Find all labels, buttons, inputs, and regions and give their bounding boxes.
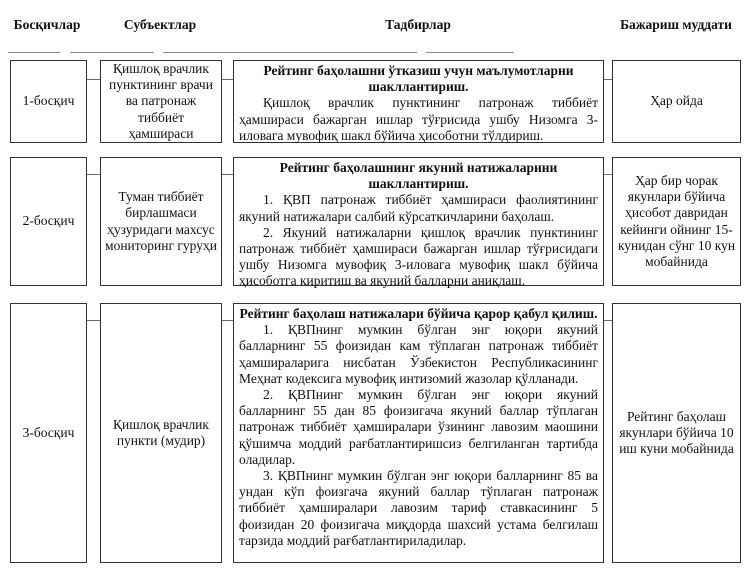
connector-line [603, 79, 612, 80]
measures-item: 2. ҚВПнинг мумкин бўлган энг юқори якуний балларнинг 55 дан 85 фоизигача якуний баллар тўплаган патронаж тиббиёт ҳамширалари ўзининг лавозим маошини қўшимча моддий рағбатлантиришсиз белгиланган тартибда оладилар. [239, 387, 598, 467]
connector-line [86, 320, 100, 321]
measures-2-box [233, 157, 604, 289]
subject-3-box [100, 303, 222, 563]
stage-2-box [10, 157, 87, 286]
measures-title: Рейтинг баҳолаш натижалари бўйича қарор қабул қилиш. [239, 306, 598, 321]
stage-1-box [10, 60, 87, 143]
subject-label: Туман тиббиёт бирлашмаси ҳузуридаги махсус мониторинг гуруҳи [105, 189, 217, 253]
measures-item: Қишлоқ врачлик пунктининг патронаж тиббиёт ҳамшираси бажарган ишлар тўғрисида ушбу Низомга 3-иловага мувофиқ шакл бўйича ҳисоботни тўлдириш. [239, 95, 598, 143]
measures-item: 3. ҚВПнинг мумкин бўлган энг юқори балларнинг 85 ва ундан кўп фоизгача якуний баллар тўплаган патронаж тиббиёт ҳамширалари лавозим тариф ставкасининг 5 фоизидан 20 фоизигача миқдорда шахсий устама белгилаш тарзида моддий рағбатлантириладилар. [239, 468, 598, 548]
header-divider [70, 52, 154, 53]
header-measures: Тадбирлар [385, 17, 451, 32]
stage-3-box [10, 303, 87, 563]
measures-item: 1. ҚВПнинг мумкин бўлган энг юқори якуний балларнинг 55 фоизидан кам тўплаган патронаж тиббиёт ҳамшираларига нисбатан Ўзбекистон Республикасининг Меҳнат кодексига мувофиқ интизомий жазолар қўлланади. [239, 322, 598, 386]
subject-1-box [100, 60, 222, 143]
header-divider [163, 52, 417, 53]
subject-2-box [100, 157, 222, 286]
connector-line [86, 174, 100, 175]
stage-label: 1-босқич [22, 93, 75, 109]
measures-item: 1. ҚВП патронаж тиббиёт ҳамшираси фаолиятининг якуний натижалари салбий кўрсаткичларини баҳолаш. [239, 192, 598, 224]
subject-label: Қишлоқ врачлик пункти (мудир) [113, 416, 209, 448]
deadline-3-box [612, 303, 741, 563]
deadline-1-box [612, 60, 741, 143]
connector-line [603, 320, 612, 321]
measures-3-box [233, 303, 604, 563]
header-divider [426, 52, 514, 53]
connector-line [221, 79, 233, 80]
connector-line [221, 174, 233, 175]
stage-label: 3-босқич [22, 424, 75, 440]
header-stages: Босқичлар [13, 17, 81, 32]
stage-label: 2-босқич [22, 213, 75, 229]
measures-item: 2. Якуний натижаларни қишлоқ врачлик пунктининг патронаж тиббиёт ҳамшираси бажарган ишлар тўғрисидаги ушбу Низомга мувофиқ 3-иловага мувофиқ шакл бўйича ҳисоботга киритиш ва якуний балларни аниқлаш. [239, 224, 598, 289]
header-deadline: Бажариш муддати [620, 17, 732, 32]
connector-line [86, 79, 100, 80]
deadline-label: Рейтинг баҳолаш якунлари бўйича 10 иш куни мобайнида [619, 408, 734, 457]
deadline-2-box [612, 157, 741, 286]
header-divider [8, 52, 60, 53]
deadline-label: Ҳар бир чорак якунлари бўйича ҳисобот давридан кейинги ойнинг 15-кунидан сўнг 10 кун мобайнида [617, 172, 736, 269]
connector-line [221, 320, 233, 321]
measures-title: Рейтинг баҳолашни ўтказиш учун маълумотларни шакллантириш. [263, 63, 574, 95]
subject-label: Қишлоқ врачлик пунктининг врачи ва патронаж тиббиёт ҳамшираси [109, 61, 213, 141]
measures-title: Рейтинг баҳолашнинг якуний натижаларини шакллантириш. [279, 160, 558, 192]
measures-1-box [233, 60, 604, 143]
connector-line [603, 174, 612, 175]
deadline-label: Ҳар ойда [650, 93, 703, 109]
header-subjects: Субъектлар [123, 17, 197, 32]
